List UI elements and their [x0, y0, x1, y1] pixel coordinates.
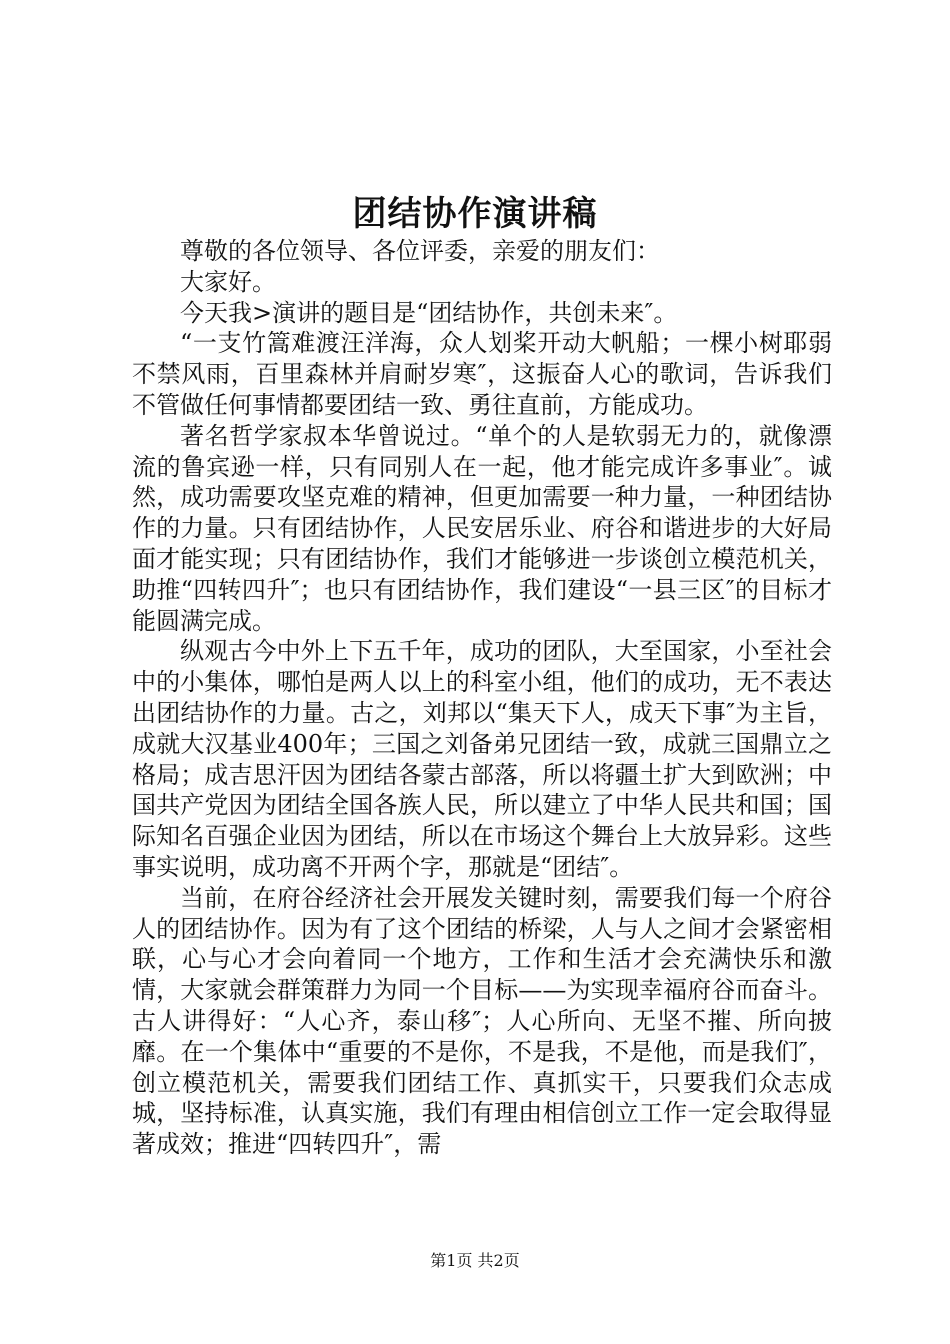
- paragraph-topic: 今天我>演讲的题目是“团结协作，共创未来″。: [180, 298, 678, 327]
- page-footer: 第1页 共2页: [430, 1251, 520, 1270]
- paragraph-salutation: 尊敬的各位领导、各位评委，亲爱的朋友们：: [180, 237, 660, 265]
- paragraph-song-quote: “一支竹篙难渡汪洋海，众人划桨开动大帆船；一棵小树耶弱不禁风雨，百里森林并肩耐岁寒″，这振奋人心的歌词，告诉我们不管做任何事情都要团结一致、勇往直前，方能成功。: [132, 329, 832, 419]
- paragraph-schopenhauer: 著名哲学家叔本华曾说过。“单个的人是软弱无力的，就像漂流的鲁宾逊一样，只有同别人在一起，他才能完成许多事业″。诚然，成功需要攻坚克难的精神，但更加需要一种力量，一种团结协作的力量。只有团结协作，人民安居乐业、府谷和谐进步的大好局面才能实现；只有团结协作，我们才能够进一步谈创立模范机关，助推“四转四升″；也只有团结协作，我们建设“一县三区″的目标才能圆满完成。: [132, 421, 832, 635]
- paragraph-history: 纵观古今中外上下五千年，成功的团队，大至国家，小至社会中的小集体，哪怕是两人以上的科室小组，他们的成功，无不表达出团结协作的力量。古之，刘邦以“集天下人，成天下事″为主旨，成就大汉基业400年；三国之刘备弟兄团结一致，成就三国鼎立之格局；成吉思汗因为团结各蒙古部落，所以将疆土扩大到欧洲；中国共产党因为团结全国各族人民，所以建立了中华人民共和国；国际知名百强企业因为团结，所以在市场这个舞台上大放异彩。这些事实说明，成功离不开两个字，那就是“团结″。: [132, 637, 832, 881]
- document-body: [132, 236, 832, 1160]
- paragraph-current: 当前，在府谷经济社会开展发关键时刻，需要我们每一个府谷人的团结协作。因为有了这个团结的桥梁，人与人之间才会紧密相联，心与心才会向着同一个地方，工作和生活才会充满快乐和激情，大家就会群策群力为同一个目标——为实现幸福府谷而奋斗。古人讲得好：“人心齐，泰山移″；人心所向、无坚不摧、所向披靡。在一个集体中“重要的不是你，不是我，不是他，而是我们″，创立模范机关，需要我们团结工作、真抓实干，只要我们众志成城，坚持标准，认真实施，我们有理由相信创立工作一定会取得显著成效；推进“四转四升″，需: [132, 883, 832, 1159]
- document-title: 团结协作演讲稿: [352, 194, 598, 234]
- paragraph-greeting: 大家好。: [180, 267, 276, 296]
